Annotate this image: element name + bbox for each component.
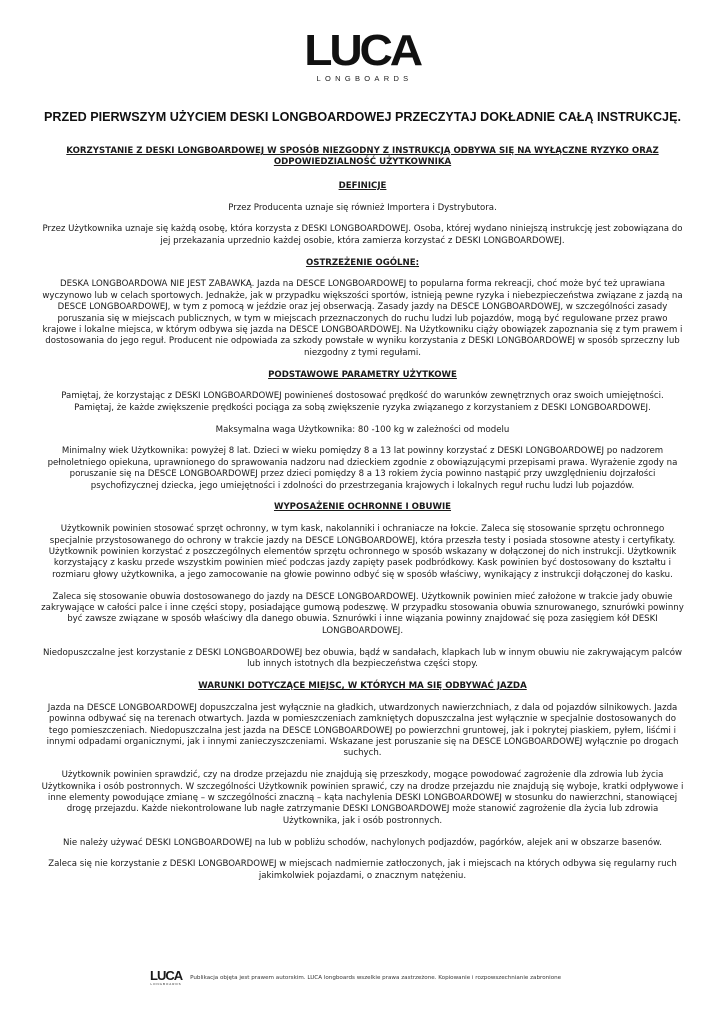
page-footer: [150, 970, 650, 986]
paragraph: DESKA LONGBOARDOWA NIE JEST ZABAWKĄ. Jazda na DESCE LONGBOARDOWEJ to popularna forma rekreacji, choć może być też uprawiana wyczynowo lub w celach sportowych. Jednakże, jak w przypadku większości sportów, istnieją pewne ryzyka i niebezpieczeństwa związane z jazdą na DESCE LONGBOARDOWEJ, w tym z pomocą w jeździe oraz jej obserwacją. Zasady jazdy na DESCE LONGBOARDOWEJ, w szczególności zasady poruszania się w miejscach publicznych, w tym w miejscach przeznaczonych do ruchu ludzi lub pojazdów, mogą być regulowane przez prawo krajowe i lokalne miejsca, w którym odbywa się jazda na DESCE LONGBOARDOWEJ. Na Użytkowniku ciąży obowiązek zapoznania się z tym prawem i dostosowania do jego reguł. Producent nie odpowiada za szkody powstałe w wyniku korzystania z DESKI LONGBOARDOWEJ w sposób sprzeczny lub niezgodny z tymi regułami.: [42, 279, 683, 358]
footer-logo-wordmark: LUCA: [150, 968, 183, 983]
paragraph: Zaleca się stosowanie obuwia dostosowanego do jazdy na DESCE LONGBOARDOWEJ. Użytkownik powinien mieć założone w trakcie jady obuwie zakrywające w całości palce i inne części stopy, posiadające gumową podeszwę. W przypadku stosowania obuwia sznurowanego, sznurówki powinny być zawsze związane w sposób właściwy dla danego obuwia. Sznurówki i inne wiązania powinny znajdować się poza zasięgiem kół DESKI LONGBOARDOWEJ.: [41, 591, 684, 636]
paragraph: Minimalny wiek Użytkownika: powyżej 8 lat. Dzieci w wieku pomiędzy 8 a 13 lat powinny korzystać z DESKI LONGBOARDOWEJ po nadzorem pełnoletniego opiekuna, uprawnionego do sprawowania nadzoru nad dzieckiem zgodnie z obowiązującymi przepisami prawa. Wyrażenie zgody na poruszanie się na DESCE LONGBOARDOWEJ przez dzieci pomiędzy 8 a 13 rokiem życia powinno nastąpić przy uwzględnieniu dojrzałości psychofizycznej dziecka, jego umiejętności i zdolności do przestrzegania krajowych i lokalnych reguł ruchu ludzi lub pojazdów.: [47, 446, 678, 491]
warning-heading: OSTRZEŻENIE OGÓLNE:: [305, 257, 420, 268]
paragraph: Przez Producenta uznaje się również Importera i Dystrybutora.: [228, 202, 497, 213]
document-body: [40, 146, 685, 893]
definitions-heading: DEFINICJE: [338, 180, 387, 191]
places-heading: WARUNKI DOTYCZĄCE MIEJSC, W KTÓRYCH MA SIĘ ODBYWAĆ JAZDA: [198, 680, 527, 691]
intro-heading: KORZYSTANIE Z DESKI LONGBOARDOWEJ W SPOSÓB NIEZGODNY Z INSTRUKCJĄ ODBYWA SIĘ NA WYŁĄCZNE RYZYKO ORAZ ODPOWIEDZIALNOŚĆ UŻYTKOWNIKA: [66, 146, 659, 168]
gear-heading: WYPOSAŻENIE OCHRONNE I OBUWIE: [273, 502, 452, 513]
paragraph: Maksymalna waga Użytkownika: 80 -100 kg w zależności od modelu: [215, 424, 510, 435]
paragraph: Nie należy używać DESKI LONGBOARDOWEJ na lub w pobliżu schodów, nachylonych podjazdów, pagórków, alejek ani w obszarze basenów.: [63, 837, 662, 848]
paragraph: Użytkownik powinien sprawdzić, czy na drodze przejazdu nie znajdują się przeszkody, mogące powodować zagrożenie dla zdrowia lub życia Użytkownika i osób postronnych. W szczególności Użytkownik powinien sprawić, czy na drodze przejazdu nie znajdują się wyboje, kratki odpływowe i inne elementy powodujące zmianę – w szczególności znaczną – kąta nachylenia DESKI LONGBOARDOWEJ w stosunku do nawierzchni, stanowiącej drogę przejazdu. Każde niekontrolowane lub nagłe zatrzymanie DESKI LONGBOARDOWEJ może stanowić zagrożenie dla życia lub zdrowia Użytkownika, jak i osób postronnych.: [41, 770, 684, 826]
paragraph: Niedopuszczalne jest korzystanie z DESKI LONGBOARDOWEJ bez obuwia, bądź w sandałach, klapkach lub w innym obuwiu nie zakrywającym palców lub innych istotnych dla bezpieczeństwa części stopy.: [42, 647, 683, 670]
brand-logo: [0, 26, 725, 83]
params-heading: PODSTAWOWE PARAMETRY UŻYTKOWE: [268, 369, 457, 380]
paragraph: Zaleca się nie korzystanie z DESKI LONGBOARDOWEJ w miejscach nadmiernie zatłoczonych, jak i miejscach na których odbywa się regularny ruch jakimkolwiek pojazdami, o znacznym natężeniu.: [48, 859, 677, 881]
copyright-notice: Publikacja objęta jest prawem autorskim. LUCA longboards wszelkie prawa zastrzeżone. Kopiowanie i rozpowszechnianie zabronione: [190, 975, 562, 981]
paragraph: Przez Użytkownika uznaje się każdą osobę, która korzysta z DESKI LONGBOARDOWEJ. Osoba, której wydano niniejszą instrukcję jest zobowiązana do jej przekazania uprzednio każdej osobie, która zamierza korzystać z DESKI LONGBOARDOWEJ.: [42, 224, 683, 246]
document-title: PRZED PIERWSZYM UŻYCIEM DESKI LONGBOARDOWEJ PRZECZYTAJ DOKŁADNIE CAŁĄ INSTRUKCJĘ.: [44, 110, 681, 124]
paragraph: Jazda na DESCE LONGBOARDOWEJ dopuszczalna jest wyłącznie na gładkich, utwardzonych nawierzchniach, z dala od pojazdów silnikowych. Jazda powinna odbywać się na terenach otwartych. Jazda w pomieszczeniach zamkniętych dopuszczalna jest wyłącznie w specjalnie dostosowanych do tego pomieszczeniach. Niedopuszczalna jest jazda na DESCE LONGBOARDOWEJ po powierzchni gruntowej, jak i pokrytej piaskiem, pyłem, liśćmi i innymi odpadami organicznymi, jak i innymi zanieczyszczeniami. Wskazane jest poruszanie się na DESCE LONGBOARDOWEJ wyłącznie po drogach suchych.: [46, 702, 679, 759]
paragraph: Pamiętaj, że korzystając z DESKI LONGBOARDOWEJ powinieneś dostosować prędkość do warunków zewnętrznych oraz swoich umiejętności. Pamiętaj, że każde zwiększenie prędkości pociąga za sobą zwiększenie ryzyka związanego z korzystaniem z DESKI LONGBOARDOWEJ.: [61, 391, 664, 413]
logo-wordmark: LUCA: [304, 26, 421, 75]
logo-subtitle: LONGBOARDS: [316, 74, 413, 83]
footer-logo-subtitle: LONGBOARDS: [150, 982, 182, 986]
paragraph: Użytkownik powinien stosować sprzęt ochronny, w tym kask, nakolanniki i ochraniacze na łokcie. Zaleca się stosowanie sprzętu ochronnego specjalnie przystosowanego do ochrony w trakcie jazdy na DESCE LONGBOARDOWEJ, która przeszła testy i posiada stosowne atesty i certyfikaty. Użytkownik powinien korzystać z poszczególnych elementów sprzętu ochronnego w sposób wskazany w dołączonej do nich instrukcji. Użytkownik korzystający z kasku przede wszystkim powinien mieć podczas jazdy zapięty pasek podbródkowy. Kask powinien być dostosowany do kształtu i rozmiaru głowy użytkownika, a jego zamocowanie na głowie powinno odbyć się w sposób właściwy, wynikający z instrukcji dołączonej do kasku.: [48, 524, 677, 580]
footer-logo: [150, 970, 182, 986]
